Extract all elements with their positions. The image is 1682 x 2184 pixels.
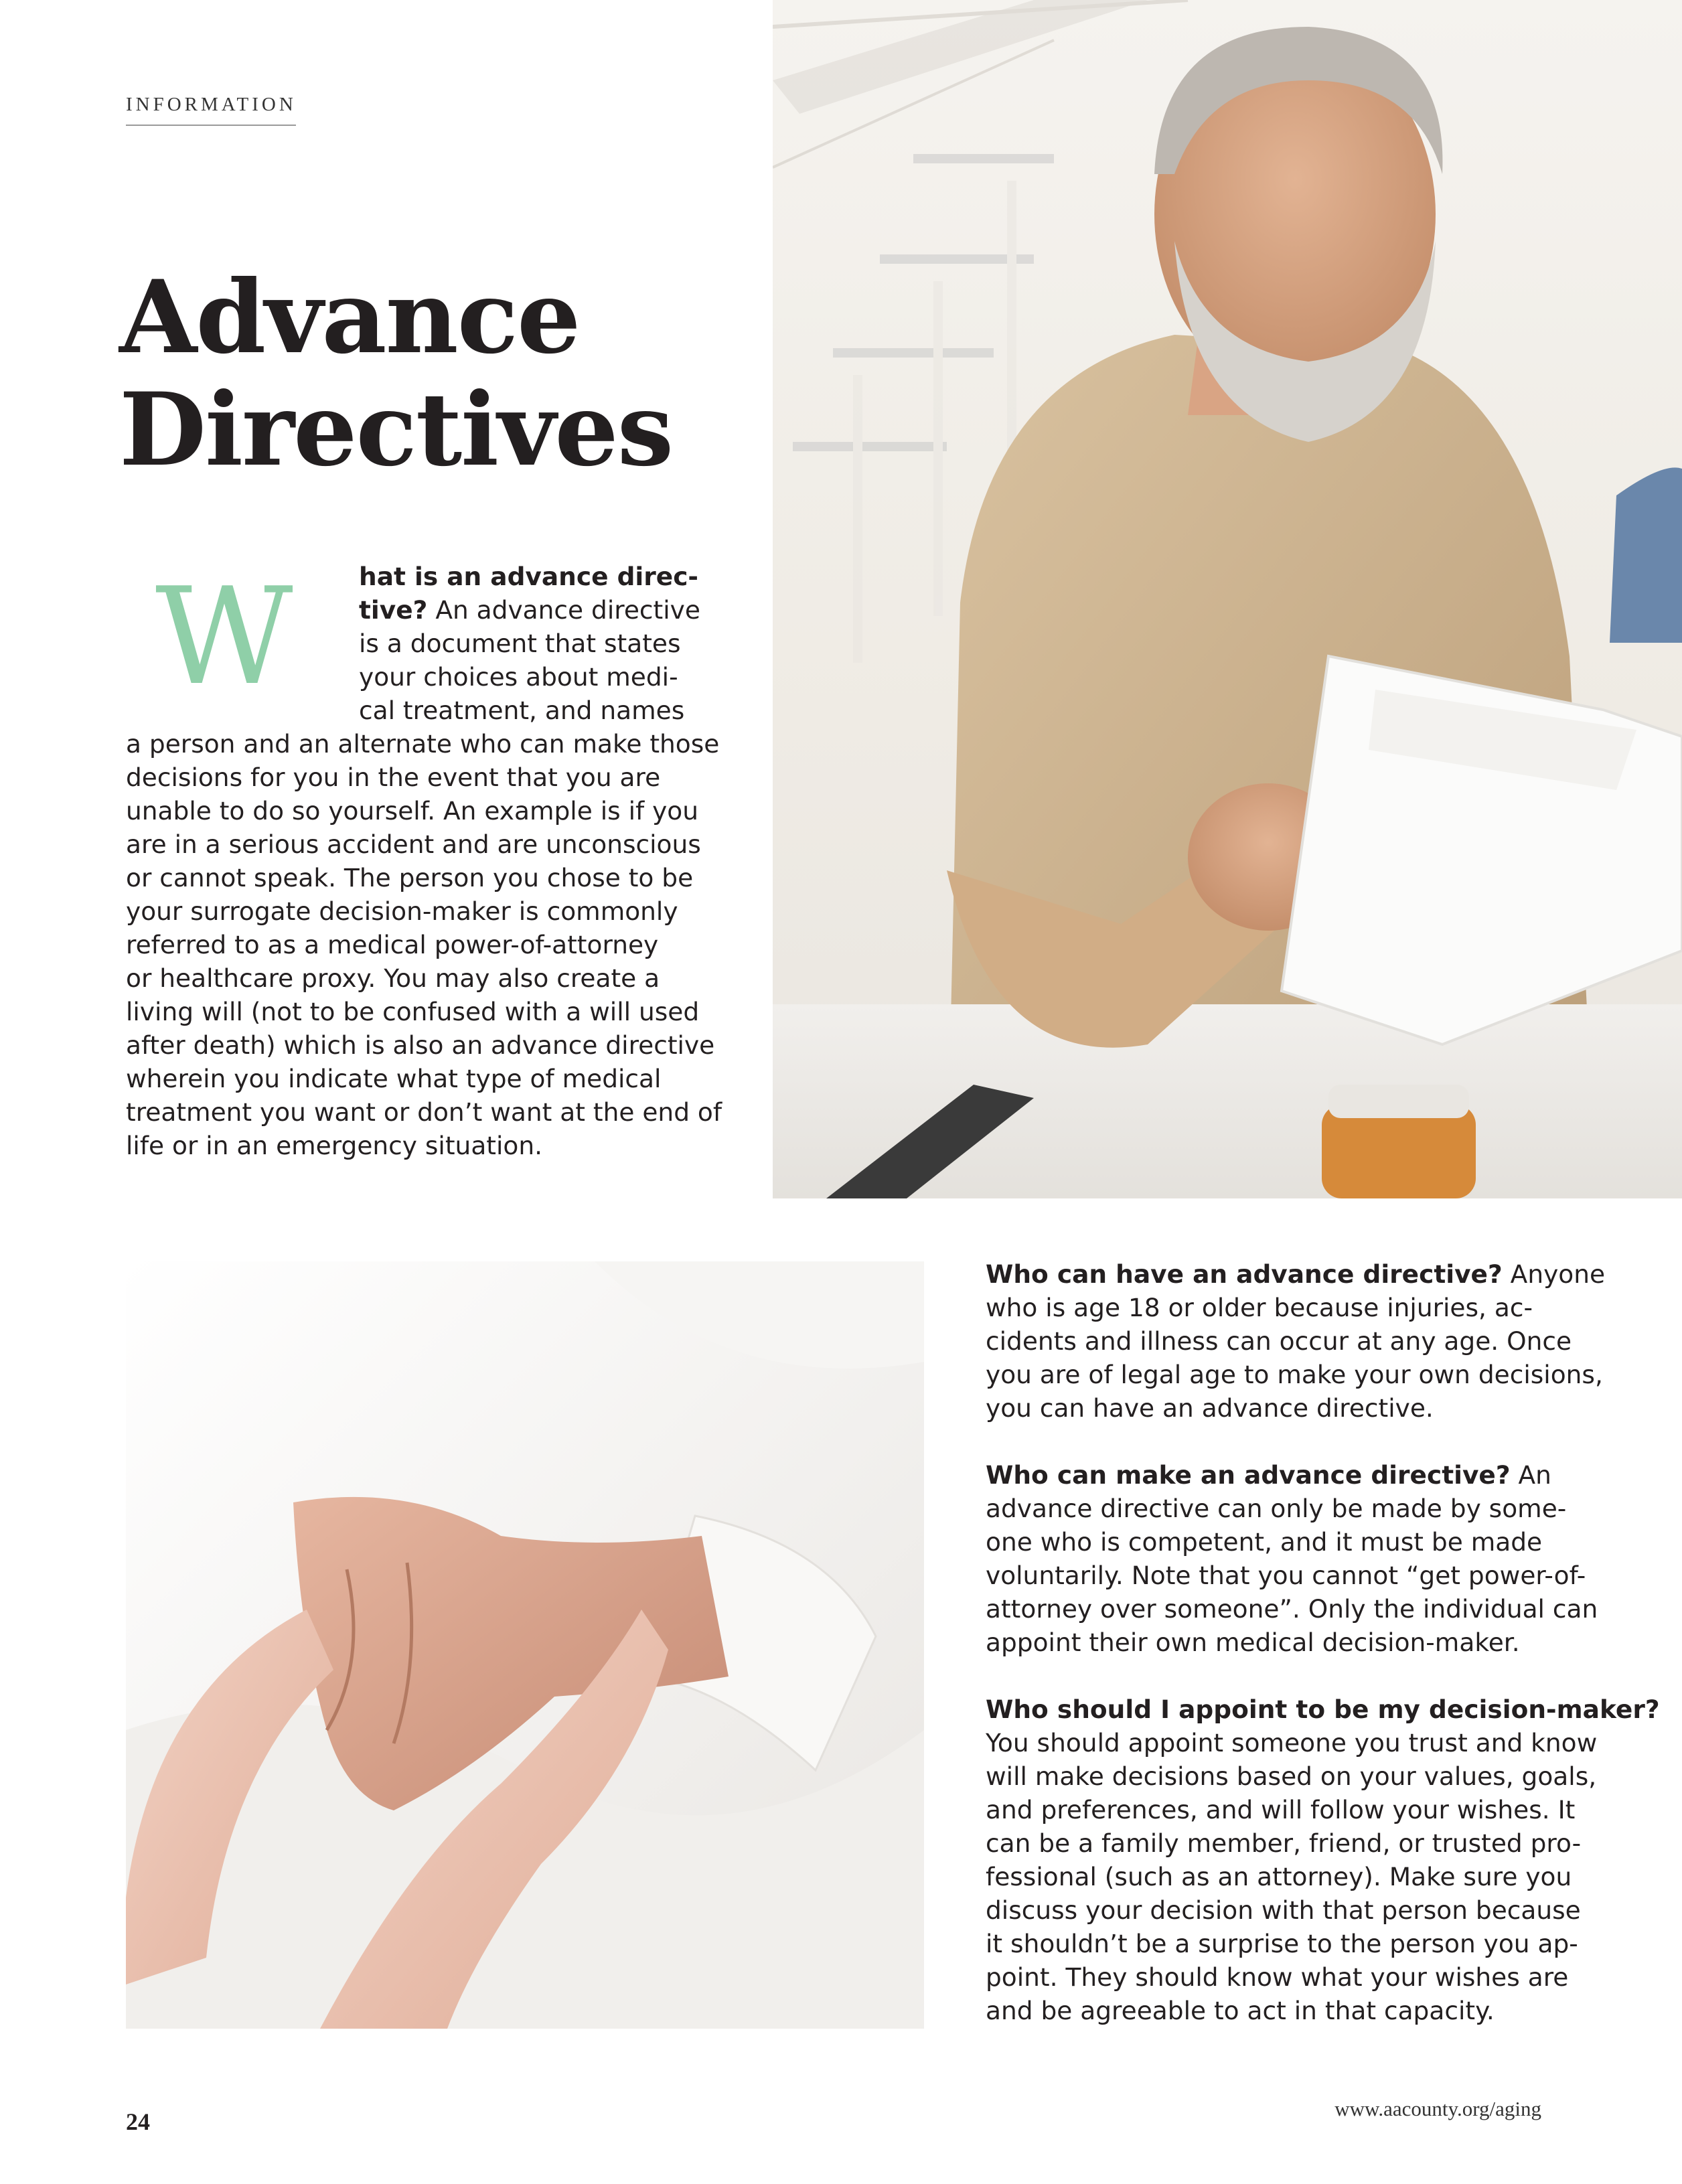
line-text: is a document that states: [359, 629, 681, 658]
line-text: An: [1510, 1460, 1551, 1490]
text-line: [986, 1760, 1597, 1793]
section-label-rule: [126, 125, 296, 126]
qa-column: [986, 1257, 1660, 2061]
title-line: Directives: [119, 371, 673, 489]
text-line: a person and an alternate who can make those: [126, 729, 720, 759]
text-line: [359, 560, 707, 593]
text-line: [986, 1525, 1575, 1559]
text-line: [986, 1693, 1660, 1726]
text-line: [986, 1826, 1582, 1860]
title-line: Advance: [119, 258, 580, 376]
bold-lead-in: hat is an advance direc-: [359, 562, 699, 591]
line-text: discuss your decision with that person because: [986, 1895, 1581, 1925]
text-line: [986, 1927, 1578, 1960]
text-line: decisions for you in the event that you are: [126, 763, 661, 792]
text-line: [359, 593, 707, 627]
page-title: [119, 258, 722, 489]
bold-lead-in: tive?: [359, 595, 428, 625]
text-line: [986, 1492, 1575, 1525]
text-line: [986, 1726, 1598, 1760]
text-line: wherein you indicate what type of medical: [126, 1064, 662, 1093]
line-text: and preferences, and will follow your wishes. It: [986, 1795, 1576, 1824]
line-text: and be agreeable to act in that capacity.: [986, 1996, 1495, 2025]
footer-url: www.aacounty.org/aging: [1334, 2097, 1541, 2120]
line-text: You should appoint someone you trust and know: [986, 1728, 1598, 1758]
line-text: you are of legal age to make your own decisions,: [986, 1360, 1603, 1389]
text-line: [986, 1559, 1586, 1592]
section-label: INFORMATION: [126, 94, 297, 115]
line-text: it shouldn’t be a surprise to the person you ap-: [986, 1929, 1578, 1958]
text-line: treatment you want or don’t want at the end of: [126, 1097, 722, 1127]
drop-cap: W: [155, 559, 293, 715]
text-line: your surrogate decision-maker is commonly: [126, 896, 678, 926]
line-text: your choices about medi-: [359, 662, 678, 692]
text-line: unable to do so yourself. An example is if you: [126, 796, 699, 826]
text-line: [986, 1324, 1575, 1358]
bold-lead-in: Who should I appoint to be my decision-maker?: [986, 1695, 1660, 1724]
line-text: cal treatment, and names: [359, 696, 685, 725]
line-text: can be a family member, friend, or trusted pro-: [986, 1828, 1582, 1858]
intro-body-lines: [126, 727, 722, 1162]
text-line: living will (not to be confused with a will used: [126, 997, 700, 1026]
line-text: appoint their own medical decision-maker.: [986, 1628, 1520, 1657]
text-line: [986, 1626, 1575, 1659]
text-line: life or in an emergency situation.: [126, 1131, 543, 1160]
text-line: after death) which is also an advance directive: [126, 1030, 715, 1060]
line-text: An advance directive: [427, 595, 700, 625]
page-number: 24: [126, 2108, 150, 2135]
photo-holding-hands: [126, 1261, 924, 2029]
text-line: [986, 1291, 1575, 1324]
text-line: [359, 694, 707, 727]
text-line: are in a serious accident and are unconscious: [126, 830, 701, 859]
bold-lead-in: Who can make an advance directive?: [986, 1460, 1511, 1490]
line-text: you can have an advance directive.: [986, 1393, 1434, 1423]
text-line: [986, 1960, 1575, 1994]
line-text: attorney over someone”. Only the individual can: [986, 1594, 1598, 1624]
line-text: who is age 18 or older because injuries, ac-: [986, 1293, 1533, 1322]
line-text: cidents and illness can occur at any age. Once: [986, 1326, 1572, 1356]
text-line: or cannot speak. The person you chose to be: [126, 863, 694, 892]
text-line: [986, 1893, 1581, 1927]
line-text: Anyone: [1502, 1259, 1606, 1289]
text-line: [986, 1358, 1603, 1391]
line-text: point. They should know what your wishes are: [986, 1962, 1569, 1992]
qa-block: [986, 1458, 1598, 1659]
text-line: [986, 1860, 1575, 1893]
text-line: [986, 1458, 1575, 1492]
text-line: [986, 1592, 1598, 1626]
text-line: [986, 1257, 1606, 1291]
line-text: one who is competent, and it must be made: [986, 1527, 1543, 1557]
qa-block: [986, 1693, 1660, 2027]
text-line: [359, 660, 707, 694]
line-text: fessional (such as an attorney). Make sure you: [986, 1862, 1572, 1891]
bold-lead-in: Who can have an advance directive?: [986, 1259, 1503, 1289]
text-line: or healthcare proxy. You may also create a: [126, 963, 660, 993]
text-line: [359, 627, 707, 660]
text-line: referred to as a medical power-of-attorney: [126, 930, 659, 959]
qa-block: [986, 1257, 1606, 1425]
intro-head-lines: [359, 560, 707, 727]
text-line: [986, 1793, 1575, 1826]
line-text: voluntarily. Note that you cannot “get power-of-: [986, 1561, 1586, 1590]
text-line: [986, 1994, 1575, 2027]
photo-man-reading-document: [773, 0, 1682, 1198]
line-text: will make decisions based on your values, goals,: [986, 1762, 1597, 1791]
line-text: advance directive can only be made by some-: [986, 1494, 1567, 1523]
text-line: [986, 1391, 1575, 1425]
intro-paragraph: [126, 559, 722, 1162]
